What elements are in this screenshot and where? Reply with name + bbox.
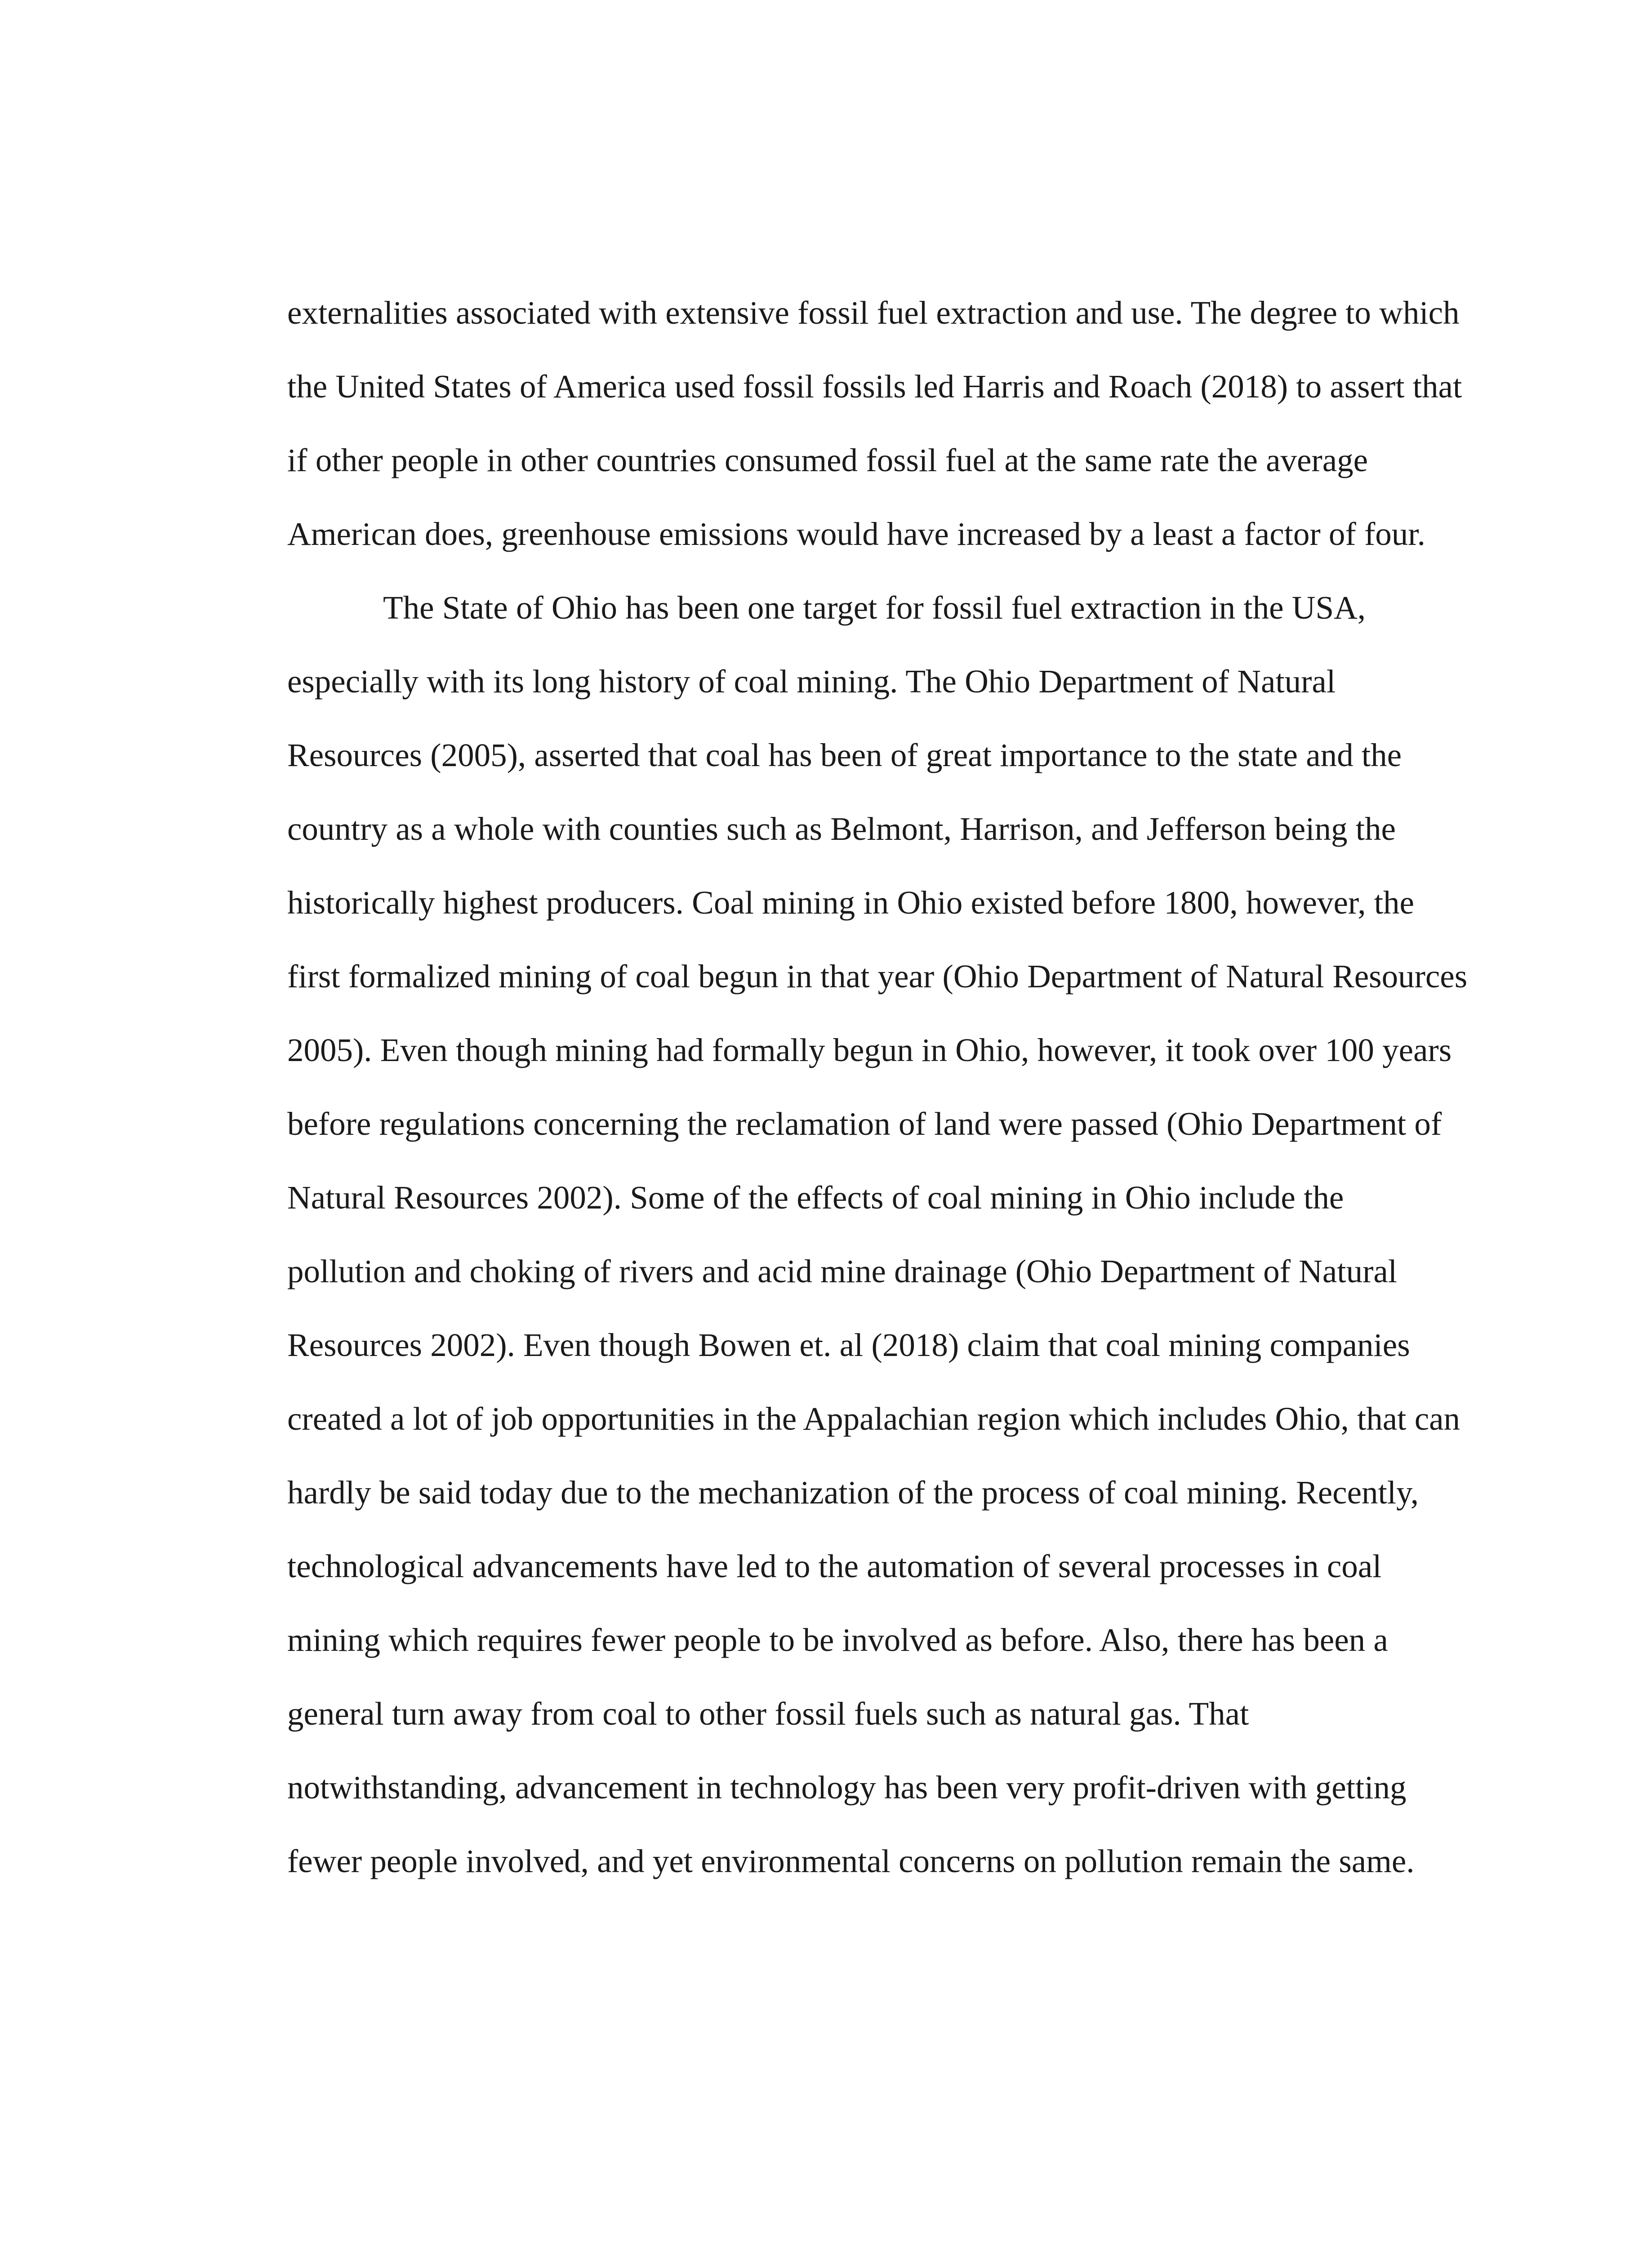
text-line: American does, greenhouse emissions would have increased by a least a factor of four. — [287, 516, 1425, 552]
text-line: created a lot of job opportunities in the Appalachian region which includes Ohio, that can — [287, 1401, 1461, 1437]
text-line: pollution and choking of rivers and acid mine drainage (Ohio Department of Natural — [287, 1253, 1398, 1289]
text-line: first formalized mining of coal begun in that year (Ohio Department of Natural Resources — [287, 958, 1468, 995]
text-line: Natural Resources 2002). Some of the effects of coal mining in Ohio include the — [287, 1179, 1344, 1216]
text-line: Resources 2002). Even though Bowen et. al (2018) claim that coal mining companies — [287, 1327, 1410, 1363]
text-line: historically highest producers. Coal mining in Ohio existed before 1800, however, the — [287, 884, 1414, 921]
text-line: the United States of America used fossil fossils led Harris and Roach (2018) to assert that — [287, 368, 1462, 405]
text-line: notwithstanding, advancement in technology has been very profit-driven with getting — [287, 1769, 1407, 1806]
text-line: especially with its long history of coal mining. The Ohio Department of Natural — [287, 663, 1336, 700]
paragraph-first-line: The State of Ohio has been one target for fossil fuel extraction in the USA, — [383, 589, 1366, 626]
body-text — [287, 276, 1468, 1898]
text-line: before regulations concerning the reclamation of land were passed (Ohio Department of — [287, 1106, 1442, 1142]
text-line: mining which requires fewer people to be involved as before. Also, there has been a — [287, 1622, 1388, 1658]
text-line: hardly be said today due to the mechanization of the process of coal mining. Recently, — [287, 1474, 1419, 1511]
text-line: externalities associated with extensive fossil fuel extraction and use. The degree to which — [287, 294, 1460, 331]
text-line: Resources (2005), asserted that coal has been of great importance to the state and the — [287, 737, 1402, 773]
text-line: country as a whole with counties such as Belmont, Harrison, and Jefferson being the — [287, 811, 1396, 847]
text-line: technological advancements have led to the automation of several processes in coal — [287, 1548, 1382, 1584]
text-line: general turn away from coal to other fossil fuels such as natural gas. That — [287, 1695, 1249, 1732]
text-line: if other people in other countries consumed fossil fuel at the same rate the average — [287, 442, 1368, 478]
text-line: 2005). Even though mining had formally begun in Ohio, however, it took over 100 years — [287, 1032, 1452, 1068]
text-line: fewer people involved, and yet environmental concerns on pollution remain the same. — [287, 1843, 1415, 1879]
